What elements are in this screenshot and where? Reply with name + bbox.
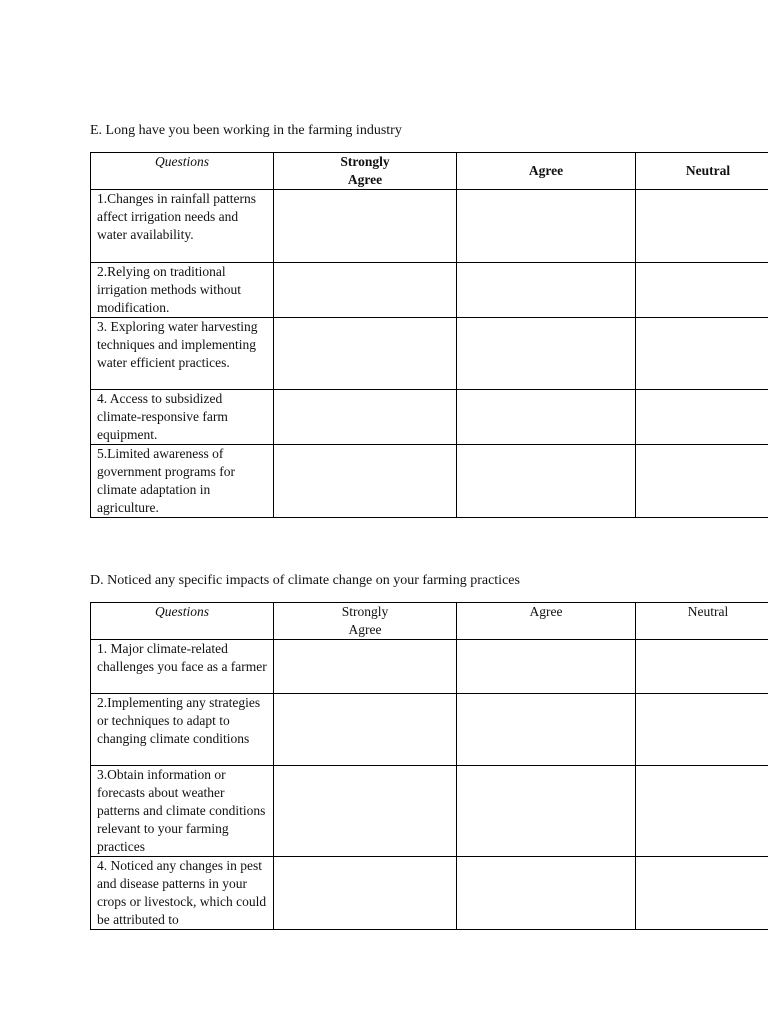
question-text: 5.Limited awareness of government programs for climate adaptation in agriculture. xyxy=(97,446,235,515)
answer-cell-neutral[interactable] xyxy=(636,857,768,930)
question-text: 3.Obtain information or forecasts about weather patterns and climate conditions relevant to your farming practices xyxy=(97,767,266,854)
answer-cell-neutral[interactable] xyxy=(636,190,768,263)
answer-cell-agree[interactable] xyxy=(457,694,636,766)
answer-cell-agree[interactable] xyxy=(457,390,636,445)
column-header-strongly-agree-line1: Strongly xyxy=(341,604,389,619)
column-header-strongly-agree xyxy=(274,153,457,190)
question-cell xyxy=(91,857,274,930)
table-row xyxy=(91,390,768,445)
answer-cell-strongly-agree[interactable] xyxy=(274,263,457,318)
table-header-row xyxy=(91,153,768,190)
column-header-strongly-agree-line2: Agree xyxy=(347,172,383,187)
answer-cell-neutral[interactable] xyxy=(636,318,768,390)
question-cell xyxy=(91,318,274,390)
answer-cell-neutral[interactable] xyxy=(636,640,768,694)
answer-cell-agree[interactable] xyxy=(457,857,636,930)
answer-cell-agree[interactable] xyxy=(457,766,636,857)
question-text: 4. Noticed any changes in pest and disease patterns in your crops or livestock, which could be attributed to xyxy=(97,858,267,927)
question-cell xyxy=(91,390,274,445)
answer-cell-neutral[interactable] xyxy=(636,263,768,318)
section-e-table xyxy=(90,152,768,518)
answer-cell-strongly-agree[interactable] xyxy=(274,318,457,390)
question-text: 3. Exploring water harvesting techniques and implementing water efficient practices. xyxy=(97,319,258,370)
answer-cell-agree[interactable] xyxy=(457,318,636,390)
answer-cell-strongly-agree[interactable] xyxy=(274,766,457,857)
question-text: 2.Relying on traditional irrigation methods without modification. xyxy=(97,264,241,315)
column-header-questions: Questions xyxy=(91,603,274,640)
question-cell xyxy=(91,694,274,766)
column-header-agree: Agree xyxy=(457,603,636,640)
column-header-neutral: Neutral xyxy=(636,603,768,640)
answer-cell-strongly-agree[interactable] xyxy=(274,445,457,518)
question-cell xyxy=(91,263,274,318)
answer-cell-agree[interactable] xyxy=(457,263,636,318)
answer-cell-strongly-agree[interactable] xyxy=(274,857,457,930)
table-row xyxy=(91,318,768,390)
column-header-strongly-agree xyxy=(274,603,457,640)
table-row xyxy=(91,694,768,766)
column-header-neutral: Neutral xyxy=(636,153,768,190)
question-text: 1.Changes in rainfall patterns affect irrigation needs and water availability. xyxy=(97,191,256,242)
table-row xyxy=(91,766,768,857)
answer-cell-neutral[interactable] xyxy=(636,445,768,518)
answer-cell-strongly-agree[interactable] xyxy=(274,694,457,766)
question-text: 4. Access to subsidized climate-responsive farm equipment. xyxy=(97,391,228,442)
answer-cell-agree[interactable] xyxy=(457,640,636,694)
column-header-agree: Agree xyxy=(457,153,636,190)
column-header-strongly-agree-line2: Agree xyxy=(348,622,382,637)
table-row xyxy=(91,263,768,318)
answer-cell-strongly-agree[interactable] xyxy=(274,190,457,263)
answer-cell-neutral[interactable] xyxy=(636,694,768,766)
answer-cell-neutral[interactable] xyxy=(636,766,768,857)
table-header-row xyxy=(91,603,768,640)
table-row xyxy=(91,857,768,930)
answer-cell-neutral[interactable] xyxy=(636,390,768,445)
answer-cell-agree[interactable] xyxy=(457,445,636,518)
column-header-strongly-agree-line1: Strongly xyxy=(340,154,390,169)
table-row xyxy=(91,190,768,263)
question-cell xyxy=(91,445,274,518)
answer-cell-strongly-agree[interactable] xyxy=(274,640,457,694)
question-cell xyxy=(91,766,274,857)
section-d-heading: D. Noticed any specific impacts of climate change on your farming practices xyxy=(90,573,520,588)
table-row xyxy=(91,640,768,694)
question-cell xyxy=(91,190,274,263)
column-header-questions: Questions xyxy=(91,153,274,190)
section-d-table xyxy=(90,602,768,930)
table-row xyxy=(91,445,768,518)
answer-cell-strongly-agree[interactable] xyxy=(274,390,457,445)
answer-cell-agree[interactable] xyxy=(457,190,636,263)
question-cell xyxy=(91,640,274,694)
section-e-heading: E. Long have you been working in the farming industry xyxy=(90,123,402,138)
question-text: 1. Major climate-related challenges you face as a farmer xyxy=(97,641,267,674)
question-text: 2.Implementing any strategies or techniques to adapt to changing climate conditions xyxy=(97,695,261,746)
